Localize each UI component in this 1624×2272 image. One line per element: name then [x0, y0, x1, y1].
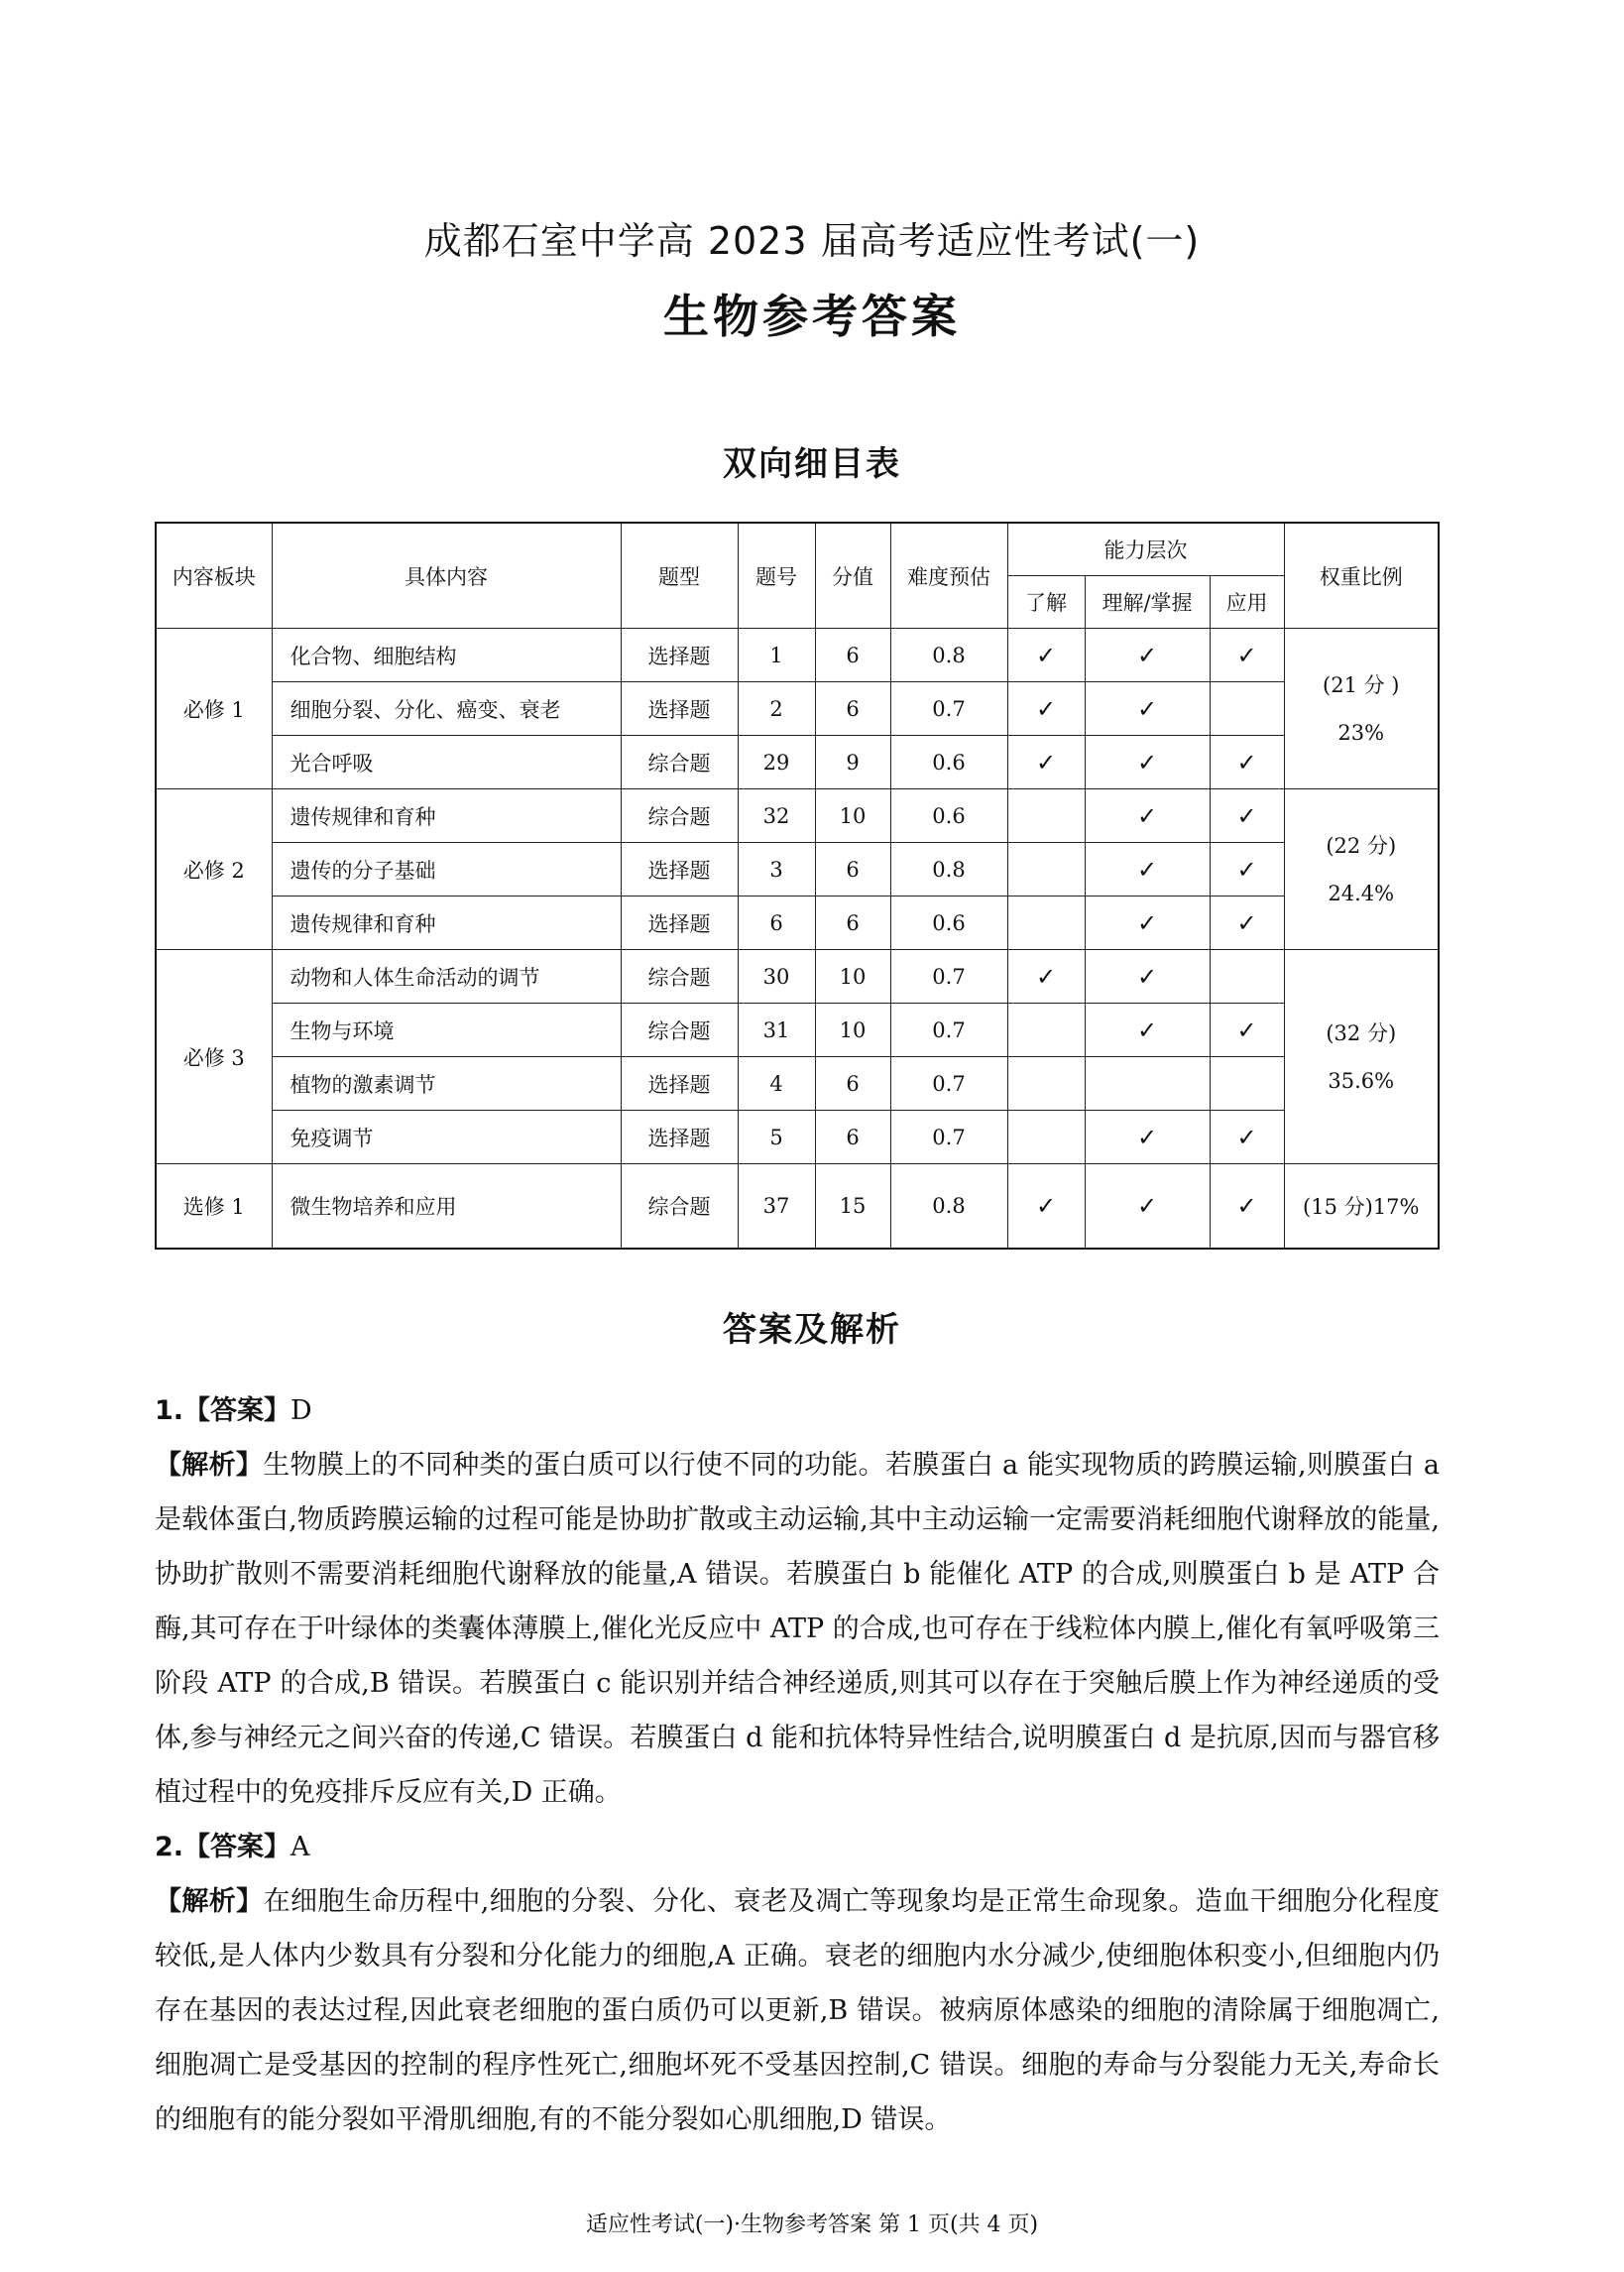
type-cell: 选择题 [621, 629, 738, 682]
question-2-answer [155, 1820, 1440, 1874]
check-icon: ✓ [1210, 1004, 1284, 1057]
score-cell: 6 [815, 843, 890, 897]
table-row [156, 1004, 1439, 1057]
type-cell: 综合题 [621, 1164, 738, 1250]
content-cell: 光合呼吸 [272, 736, 621, 789]
check-icon [1210, 1057, 1284, 1111]
weight-cell [1284, 950, 1439, 1164]
module-cell: 必修 2 [156, 789, 272, 950]
score-cell: 10 [815, 950, 890, 1004]
number-cell: 5 [738, 1111, 815, 1164]
weight-percent: 23% [1337, 720, 1385, 745]
table-row [156, 629, 1439, 682]
check-icon: ✓ [1007, 950, 1085, 1004]
score-cell: 15 [815, 1164, 890, 1250]
difficulty-cell: 0.6 [890, 736, 1007, 789]
check-icon: ✓ [1085, 1111, 1210, 1164]
answer-value: A [290, 1832, 310, 1862]
number-cell: 1 [738, 629, 815, 682]
check-icon: ✓ [1210, 897, 1284, 950]
type-cell: 选择题 [621, 843, 738, 897]
score-cell: 6 [815, 629, 890, 682]
number-cell: 32 [738, 789, 815, 843]
weight-percent: 35.6% [1328, 1068, 1395, 1093]
difficulty-cell: 0.7 [890, 1111, 1007, 1164]
weight-percent: 24.4% [1328, 881, 1395, 905]
question-1-answer [155, 1383, 1440, 1438]
type-cell: 选择题 [621, 1111, 738, 1164]
table-row [156, 843, 1439, 897]
table-row [156, 897, 1439, 950]
table-section-title: 双向细目表 [723, 444, 901, 484]
type-cell: 综合题 [621, 736, 738, 789]
check-icon: ✓ [1085, 736, 1210, 789]
content-cell: 遗传规律和育种 [272, 897, 621, 950]
header-apply: 应用 [1210, 576, 1284, 629]
weight-score: (22 分) [1326, 833, 1397, 858]
score-cell: 9 [815, 736, 890, 789]
table-row [156, 1111, 1439, 1164]
check-icon: ✓ [1085, 950, 1210, 1004]
module-cell: 选修 1 [156, 1164, 272, 1250]
score-cell: 10 [815, 1004, 890, 1057]
table-row [156, 1164, 1439, 1250]
table-row [156, 1057, 1439, 1111]
check-icon: ✓ [1085, 682, 1210, 736]
answer-label: 2.【答案】 [155, 1832, 291, 1862]
header-content: 具体内容 [272, 523, 621, 629]
number-cell: 37 [738, 1164, 815, 1250]
header-module: 内容板块 [156, 523, 272, 629]
check-icon: ✓ [1085, 789, 1210, 843]
check-icon [1007, 843, 1085, 897]
check-icon: ✓ [1007, 629, 1085, 682]
weight-score: (21 分 ) [1323, 672, 1400, 697]
check-icon: ✓ [1210, 1164, 1284, 1250]
number-cell: 6 [738, 897, 815, 950]
type-cell: 选择题 [621, 682, 738, 736]
check-icon [1007, 1111, 1085, 1164]
number-cell: 2 [738, 682, 815, 736]
question-1-analysis [155, 1438, 1440, 1820]
table-row [156, 789, 1439, 843]
answer-label: 1.【答案】 [155, 1395, 291, 1426]
weight-cell [1284, 629, 1439, 789]
check-icon: ✓ [1210, 736, 1284, 789]
header-number: 题号 [738, 523, 815, 629]
number-cell: 3 [738, 843, 815, 897]
check-icon [1007, 1057, 1085, 1111]
number-cell: 29 [738, 736, 815, 789]
score-cell: 6 [815, 1111, 890, 1164]
difficulty-cell: 0.8 [890, 1164, 1007, 1250]
analysis-label: 【解析】 [155, 1450, 264, 1481]
check-icon [1007, 1004, 1085, 1057]
difficulty-cell: 0.8 [890, 629, 1007, 682]
difficulty-cell: 0.6 [890, 789, 1007, 843]
content-cell: 化合物、细胞结构 [272, 629, 621, 682]
check-icon [1210, 950, 1284, 1004]
type-cell: 综合题 [621, 1004, 738, 1057]
score-cell: 6 [815, 897, 890, 950]
check-icon: ✓ [1085, 1164, 1210, 1250]
type-cell: 选择题 [621, 1057, 738, 1111]
number-cell: 4 [738, 1057, 815, 1111]
header-type: 题型 [621, 523, 738, 629]
content-cell: 植物的激素调节 [272, 1057, 621, 1111]
content-cell: 遗传规律和育种 [272, 789, 621, 843]
score-cell: 6 [815, 682, 890, 736]
header-score: 分值 [815, 523, 890, 629]
check-icon [1007, 789, 1085, 843]
type-cell: 综合题 [621, 950, 738, 1004]
check-icon: ✓ [1210, 843, 1284, 897]
header-understand: 了解 [1007, 576, 1085, 629]
score-cell: 10 [815, 789, 890, 843]
score-cell: 6 [815, 1057, 890, 1111]
check-icon: ✓ [1085, 897, 1210, 950]
page-title: 成都石室中学高 2023 届高考适应性考试(一) [423, 219, 1201, 263]
content-cell: 细胞分裂、分化、癌变、衰老 [272, 682, 621, 736]
content-cell: 微生物培养和应用 [272, 1164, 621, 1250]
check-icon: ✓ [1210, 629, 1284, 682]
number-cell: 30 [738, 950, 815, 1004]
check-icon: ✓ [1210, 1111, 1284, 1164]
difficulty-cell: 0.7 [890, 1004, 1007, 1057]
page-footer: 适应性考试(一)·生物参考答案 第 1 页(共 4 页) [585, 2212, 1039, 2237]
check-icon [1210, 682, 1284, 736]
check-icon: ✓ [1007, 736, 1085, 789]
difficulty-cell: 0.8 [890, 843, 1007, 897]
check-icon [1007, 897, 1085, 950]
specification-table [155, 522, 1440, 1250]
header-weight: 权重比例 [1284, 523, 1439, 629]
difficulty-cell: 0.7 [890, 950, 1007, 1004]
check-icon: ✓ [1085, 1004, 1210, 1057]
page-subtitle: 生物参考答案 [663, 290, 961, 343]
check-icon: ✓ [1210, 789, 1284, 843]
content-cell: 动物和人体生命活动的调节 [272, 950, 621, 1004]
type-cell: 综合题 [621, 789, 738, 843]
table-row [156, 682, 1439, 736]
weight-cell: (15 分)17% [1284, 1164, 1439, 1250]
answers-body [155, 1383, 1440, 2147]
content-cell: 免疫调节 [272, 1111, 621, 1164]
analysis-text: 生物膜上的不同种类的蛋白质可以行使不同的功能。若膜蛋白 a 能实现物质的跨膜运输,则膜蛋白 a 是载体蛋白,物质跨膜运输的过程可能是协助扩散或主动运输,其中主动运输一定需要消耗细胞代谢释放的能量,协助扩散则不需要消耗细胞代谢释放的能量,A 错误。若膜蛋白 b 能催化 ATP 的合成,则膜蛋白 b 是 ATP 合酶,其可存在于叶绿体的类囊体薄膜上,催化光反应中 ATP 的合成,也可存在于线粒体内膜上,催化有氧呼吸第三阶段 ATP 的合成,B 错误。若膜蛋白 c 能识别并结合神经递质,则其可以存在于突触后膜上作为神经递质的受体,参与神经元之间兴奋的传递,C 错误。若膜蛋白 d 能和抗体特异性结合,说明膜蛋白 d 是抗原,因而与器官移植过程中的免疫排斥反应有关,D 正确。 [155, 1450, 1440, 1808]
check-icon: ✓ [1085, 629, 1210, 682]
question-2-analysis [155, 1874, 1440, 2147]
check-icon [1085, 1057, 1210, 1111]
weight-score: (32 分) [1326, 1020, 1397, 1045]
analysis-text: 在细胞生命历程中,细胞的分裂、分化、衰老及凋亡等现象均是正常生命现象。造血干细胞分化程度较低,是人体内少数具有分裂和分化能力的细胞,A 正确。衰老的细胞内水分减少,使细胞体积变小,但细胞内仍存在基因的表达过程,因此衰老细胞的蛋白质仍可以更新,B 错误。被病原体感染的细胞的清除属于细胞凋亡,细胞凋亡是受基因的控制的程序性死亡,细胞坏死不受基因控制,C 错误。细胞的寿命与分裂能力无关,寿命长的细胞有的能分裂如平滑肌细胞,有的不能分裂如心肌细胞,D 错误。 [155, 1886, 1440, 2135]
analysis-label: 【解析】 [155, 1886, 264, 1917]
answers-section-title: 答案及解析 [723, 1310, 901, 1350]
module-cell: 必修 1 [156, 629, 272, 789]
module-cell: 必修 3 [156, 950, 272, 1164]
header-master: 理解/掌握 [1085, 576, 1210, 629]
difficulty-cell: 0.7 [890, 1057, 1007, 1111]
header-difficulty: 难度预估 [890, 523, 1007, 629]
check-icon: ✓ [1085, 843, 1210, 897]
type-cell: 选择题 [621, 897, 738, 950]
header-ability: 能力层次 [1007, 523, 1284, 576]
check-icon: ✓ [1007, 682, 1085, 736]
table-row [156, 736, 1439, 789]
table-row [156, 950, 1439, 1004]
weight-cell [1284, 789, 1439, 950]
answer-value: D [290, 1395, 312, 1426]
content-cell: 生物与环境 [272, 1004, 621, 1057]
check-icon: ✓ [1007, 1164, 1085, 1250]
content-cell: 遗传的分子基础 [272, 843, 621, 897]
difficulty-cell: 0.6 [890, 897, 1007, 950]
number-cell: 31 [738, 1004, 815, 1057]
difficulty-cell: 0.7 [890, 682, 1007, 736]
